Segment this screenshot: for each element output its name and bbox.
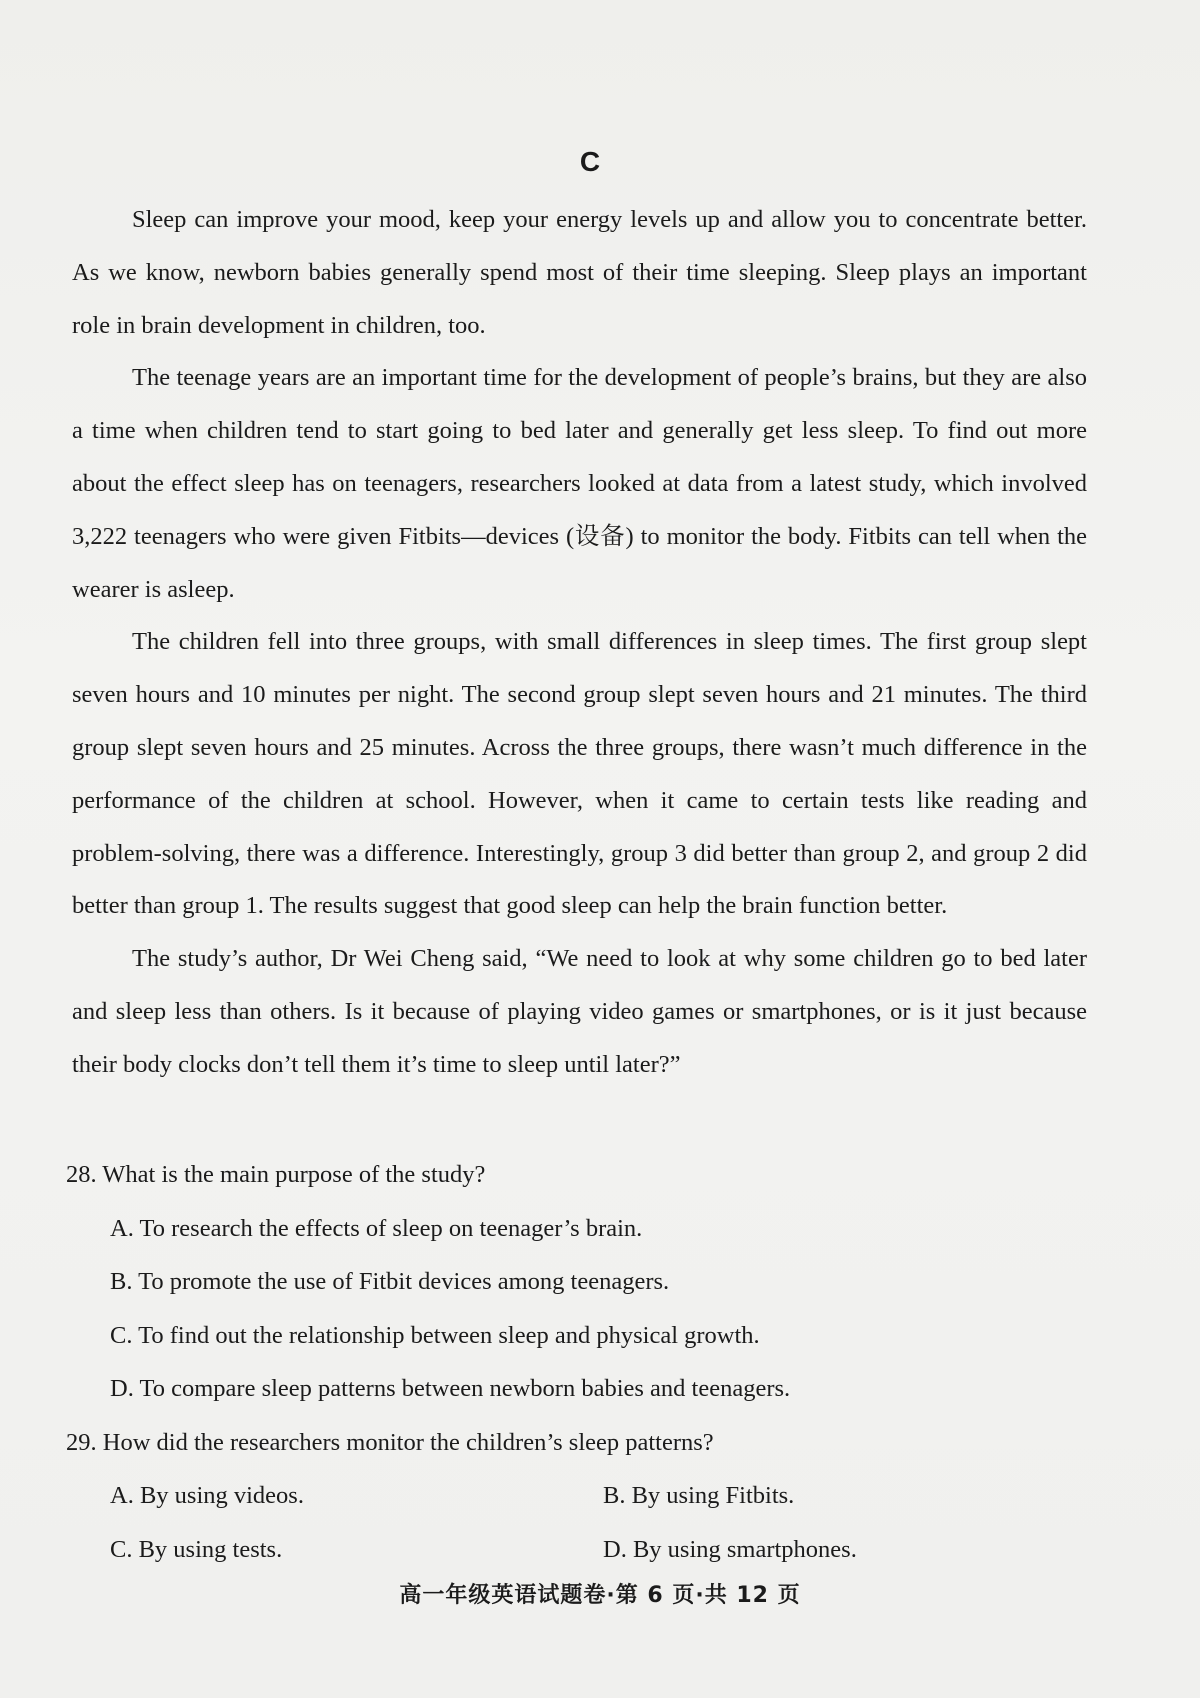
option-d: D. By using smartphones. [603,1535,857,1563]
question-28 [66,1148,1096,1416]
option-a: A. By using videos. [110,1482,304,1509]
page-footer: 高一年级英语试题卷·第 6 页·共 12 页 [399,1583,801,1608]
option-row [110,1523,1096,1577]
option-c: C. By using tests. [110,1535,283,1563]
passage-paragraph: The children fell into three groups, with small differences in sleep times. The first group slept seven hours and 10 minutes per night. The second group slept seven hours and 21 minutes. The third group slept seven hours and 25 minutes. Across the three groups, there wasn’t much difference in the performance of the children at school. However, when it came to certain tests like reading and problem-solving, there was a difference. Interestingly, group 3 did better than group 2, and group 2 did better than group 1. The results suggest that good sleep can help the brain function better. [72,628,1087,920]
question-stem: 28. What is the main purpose of the study? [66,1161,486,1188]
section-heading: C [579,146,601,177]
option-b: B. To promote the use of Fitbit devices among teenagers. [110,1268,670,1295]
option-c: C. To find out the relationship between sleep and physical growth. [110,1321,760,1349]
reading-passage [72,194,1087,1092]
option-b: B. By using Fitbits. [603,1482,795,1509]
question-list [66,1148,1096,1576]
option-d: D. To compare sleep patterns between newborn babies and teenagers. [110,1375,791,1402]
passage-paragraph: The teenage years are an important time for the development of people’s brains, but they are also a time when children tend to start going to bed later and generally get less sleep. To find out more about the effect sleep has on teenagers, researchers looked at data from a latest study, which involved 3,222 teenagers who were given Fitbits—devices (设备) to monitor the body. Fitbits can tell when the wearer is asleep. [72,364,1087,603]
passage-paragraph: The study’s author, Dr Wei Cheng said, “We need to look at why some children go to bed later and sleep less than others. Is it because of playing video games or smartphones, or is it just because their body clocks don’t tell them it’s time to sleep until later?” [72,945,1087,1078]
question-stem: 29. How did the researchers monitor the children’s sleep patterns? [66,1428,714,1456]
option-a: A. To research the effects of sleep on teenager’s brain. [110,1214,643,1242]
question-29 [66,1416,1096,1577]
option-row [110,1469,1096,1523]
passage-paragraph: Sleep can improve your mood, keep your energy levels up and allow you to concentrate better. As we know, newborn babies generally spend most of their time sleeping. Sleep plays an important role in brain development in children, too. [72,206,1087,339]
